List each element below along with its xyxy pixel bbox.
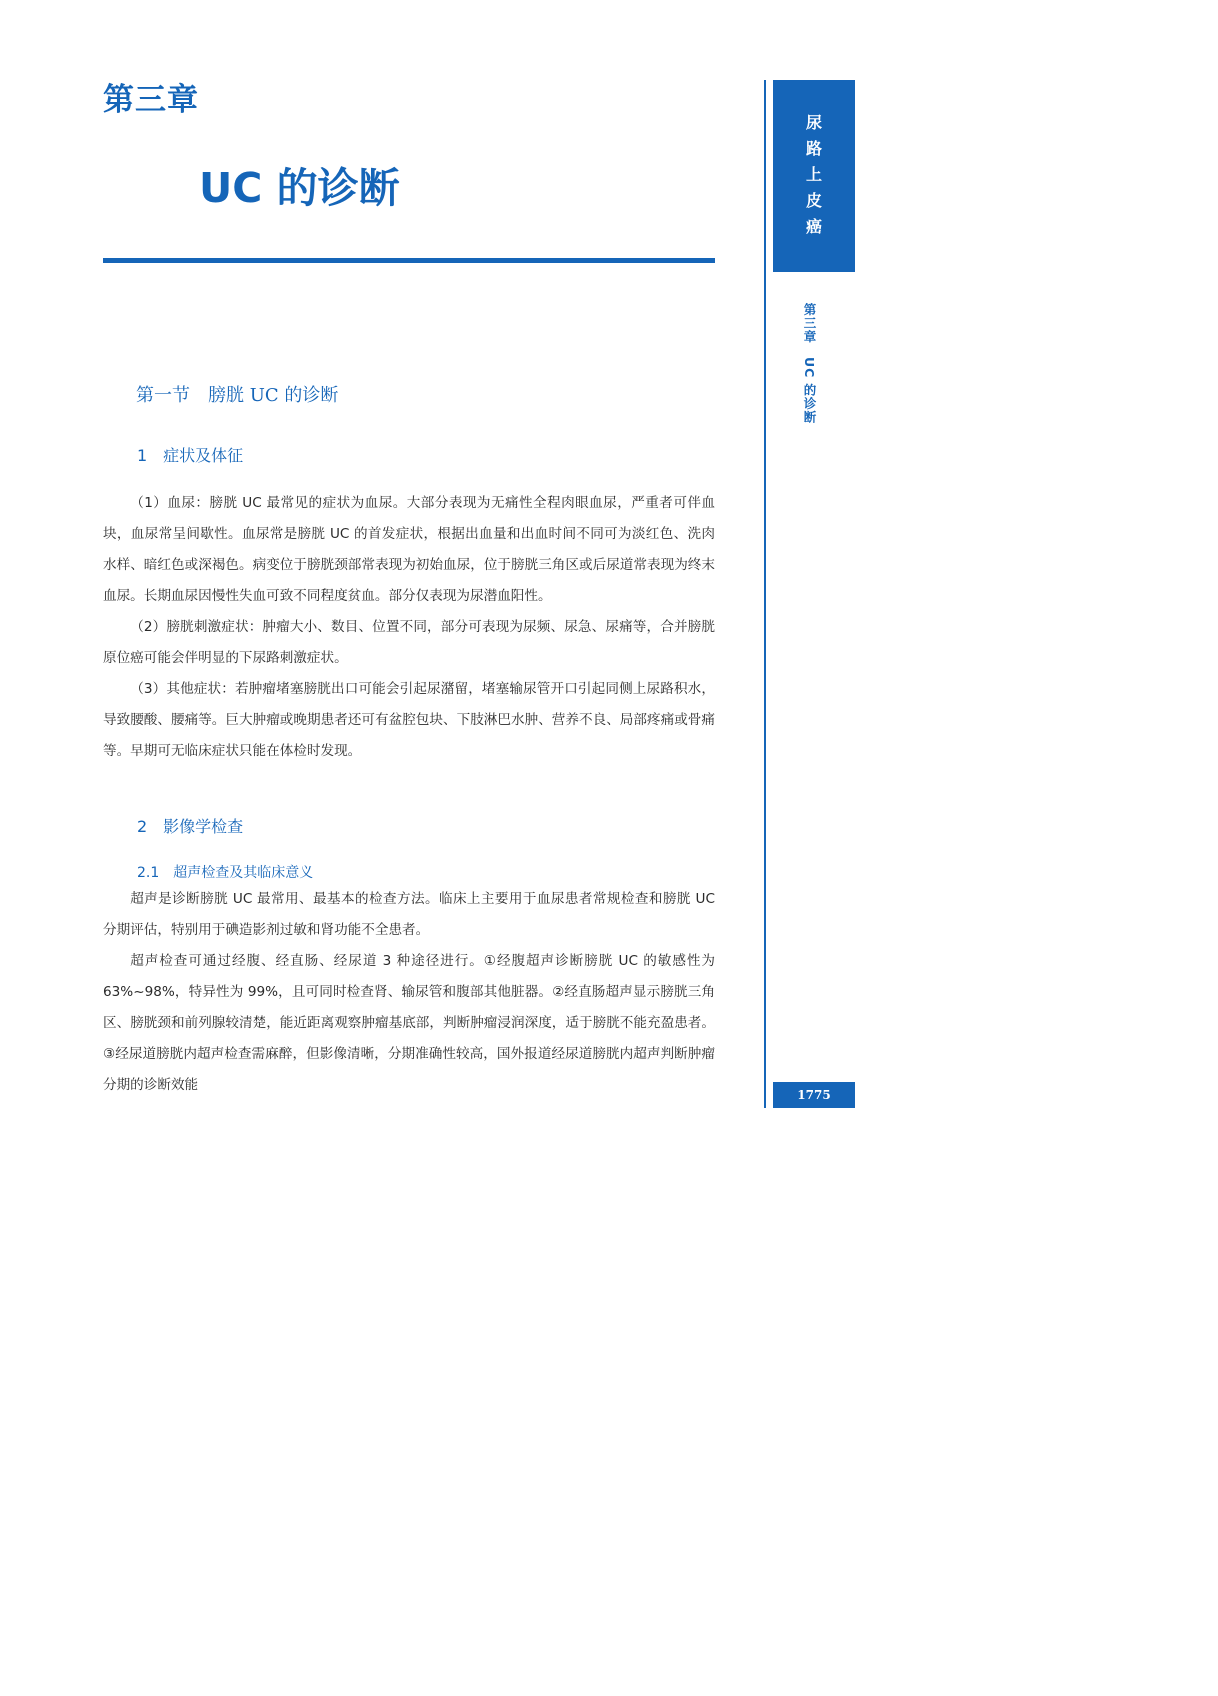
book-title-tab bbox=[773, 80, 855, 272]
paragraph-ultrasound-routes: 超声检查可通过经腹、经直肠、经尿道 3 种途径进行。①经腹超声诊断膀胱 UC 的敏感性为 63%~98%，特异性为 99%，且可同时检查肾、输尿管和腹部其他脏器。②经直肠超声显示膀胱三角区、膀胱颈和前列腺较清楚，能近距离观察肿瘤基底部，判断肿瘤浸润深度，适于膀胱不能充盈患者。③经尿道膀胱内超声检查需麻醉，但影像清晰，分期准确性较高，国外报道经尿道膀胱内超声判断肿瘤分期的诊断效能 bbox=[103, 953, 715, 1093]
body-block-1 bbox=[103, 488, 715, 767]
section-title: 第一节 膀胱 UC 的诊断 bbox=[136, 385, 339, 406]
heading-symptoms: 1 症状及体征 bbox=[137, 446, 244, 465]
page-number: 1775 bbox=[773, 1082, 855, 1108]
tab-char: 路 bbox=[805, 139, 822, 158]
title-rule bbox=[103, 258, 715, 263]
tab-char: 癌 bbox=[805, 217, 822, 236]
running-chapter-header: 第三章 UC 的诊断 bbox=[802, 303, 817, 425]
paragraph-irritation: （2）膀胱刺激症状：肿瘤大小、数目、位置不同，部分可表现为尿频、尿急、尿痛等，合并膀胱原位癌可能会伴明显的下尿路刺激症状。 bbox=[103, 619, 715, 666]
tab-char: 尿 bbox=[805, 113, 822, 132]
tab-char: 皮 bbox=[805, 191, 822, 210]
heading-ultrasound: 2.1 超声检查及其临床意义 bbox=[137, 865, 314, 881]
chapter-title: UC 的诊断 bbox=[199, 164, 400, 212]
tab-char: 上 bbox=[805, 165, 822, 184]
body-block-2 bbox=[103, 884, 715, 1101]
paragraph-hematuria: （1）血尿：膀胱 UC 最常见的症状为血尿。大部分表现为无痛性全程肉眼血尿，严重者可伴血块，血尿常呈间歇性。血尿常是膀胱 UC 的首发症状，根据出血量和出血时间不同可为淡红色、洗肉水样、暗红色或深褐色。病变位于膀胱颈部常表现为初始血尿，位于膀胱三角区或后尿道常表现为终末血尿。长期血尿因慢性失血可致不同程度贫血。部分仅表现为尿潜血阳性。 bbox=[103, 495, 715, 604]
sidebar-rule bbox=[764, 80, 766, 1108]
chapter-label: 第三章 bbox=[103, 82, 199, 118]
paragraph-other-symptoms: （3）其他症状：若肿瘤堵塞膀胱出口可能会引起尿潴留，堵塞输尿管开口引起同侧上尿路积水，导致腰酸、腰痛等。巨大肿瘤或晚期患者还可有盆腔包块、下肢淋巴水肿、营养不良、局部疼痛或骨痛等。早期可无临床症状只能在体检时发现。 bbox=[103, 681, 715, 759]
heading-imaging: 2 影像学检查 bbox=[137, 817, 244, 836]
paragraph-ultrasound-intro: 超声是诊断膀胱 UC 最常用、最基本的检查方法。临床上主要用于血尿患者常规检查和膀胱 UC 分期评估，特别用于碘造影剂过敏和肾功能不全患者。 bbox=[103, 891, 715, 938]
